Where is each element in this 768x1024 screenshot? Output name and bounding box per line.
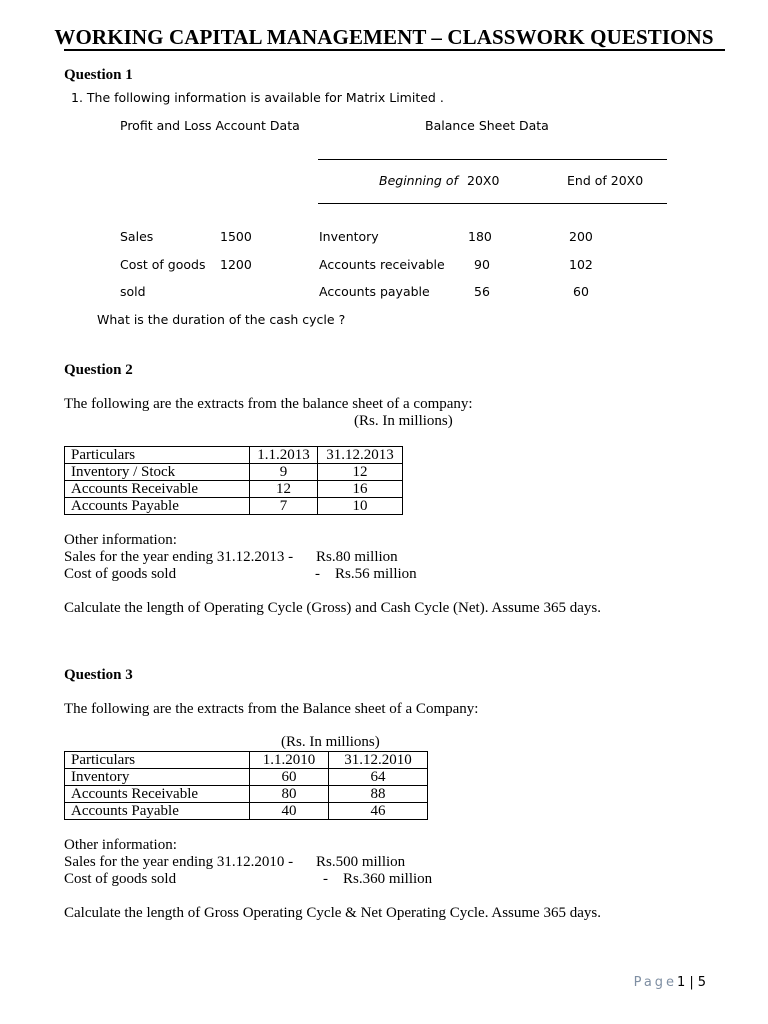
table-cell: 88 [329, 786, 428, 803]
bs-label-inventory: Inventory [319, 229, 379, 244]
table-cell: 60 [250, 769, 329, 786]
table-row [65, 481, 403, 498]
page-separator: | [689, 975, 694, 990]
bs-end-receivable: 102 [569, 257, 593, 272]
pl-label-cogs: Cost of goods [120, 257, 206, 272]
title-underline [64, 49, 725, 51]
question-3-heading: Question 3 [64, 667, 133, 683]
question-1-heading: Question 1 [64, 67, 133, 83]
bs-end-inventory: 200 [569, 229, 593, 244]
question-3-cogs-value: Rs.360 million [343, 871, 433, 887]
col-beginning-year: 20X0 [467, 173, 500, 188]
question-3-sales-label: Sales for the year ending 31.12.2010 - [64, 854, 294, 870]
question-3-task: Calculate the length of Gross Operating Cycle & Net Operating Cycle. Assume 365 days. [64, 905, 601, 921]
table-cell: Accounts Receivable [65, 481, 250, 498]
table-header-cell: 31.12.2013 [318, 447, 403, 464]
question-3-intro: The following are the extracts from the Balance sheet of a Company: [64, 701, 479, 717]
question-2-unit: (Rs. In millions) [354, 413, 453, 429]
q1-header-top-rule [318, 159, 667, 160]
table-row [65, 498, 403, 515]
col-end-label: End of 20X0 [567, 173, 644, 188]
table-cell: 46 [329, 803, 428, 820]
page-number: 1 [677, 975, 686, 990]
question-2-cogs-label: Cost of goods sold [64, 566, 177, 582]
pl-value-cogs: 1200 [220, 257, 252, 272]
table-cell: Accounts Payable [65, 803, 250, 820]
question-3-cogs-dash: - [323, 871, 328, 887]
table-cell: 10 [318, 498, 403, 515]
table-cell: Inventory / Stock [65, 464, 250, 481]
bs-begin-inventory: 180 [468, 229, 492, 244]
table-cell: Accounts Receivable [65, 786, 250, 803]
table-header-cell: 1.1.2013 [250, 447, 318, 464]
table-cell: 9 [250, 464, 318, 481]
bs-label-receivable: Accounts receivable [319, 257, 445, 272]
page-title: WORKING CAPITAL MANAGEMENT – CLASSWORK QUESTIONS [54, 25, 714, 49]
question-2-heading: Question 2 [64, 362, 133, 378]
question-2-intro: The following are the extracts from the balance sheet of a company: [64, 396, 473, 412]
pl-heading: Profit and Loss Account Data [120, 118, 300, 133]
table-cell: 12 [318, 464, 403, 481]
col-beginning-label: Beginning of [379, 173, 458, 188]
table-row [65, 464, 403, 481]
table-header-cell: Particulars [65, 752, 250, 769]
table-cell: Accounts Payable [65, 498, 250, 515]
table-cell: 64 [329, 769, 428, 786]
table-header-cell: 31.12.2010 [329, 752, 428, 769]
question-3-other-label: Other information: [64, 837, 177, 853]
question-2-sales-label: Sales for the year ending 31.12.2013 - [64, 549, 294, 565]
bs-label-payable: Accounts payable [319, 284, 430, 299]
table-row [65, 769, 428, 786]
question-3-cogs-label: Cost of goods sold [64, 871, 177, 887]
table-cell: 80 [250, 786, 329, 803]
table-header-row [65, 752, 428, 769]
question-2-other-label: Other information: [64, 532, 177, 548]
table-header-row [65, 447, 403, 464]
question-3-table [64, 751, 428, 820]
table-cell: Inventory [65, 769, 250, 786]
question-2-cogs-dash: - [315, 566, 320, 582]
table-cell: 7 [250, 498, 318, 515]
question-1-prompt: What is the duration of the cash cycle ? [97, 312, 346, 327]
table-header-cell: Particulars [65, 447, 250, 464]
question-1-intro: 1. The following information is available for Matrix Limited . [71, 90, 444, 105]
table-cell: 12 [250, 481, 318, 498]
table-row [65, 786, 428, 803]
pl-label-sold: sold [120, 284, 146, 299]
question-2-task: Calculate the length of Operating Cycle (Gross) and Cash Cycle (Net). Assume 365 days. [64, 600, 601, 616]
question-2-sales-value: Rs.80 million [316, 549, 398, 565]
bs-end-payable: 60 [573, 284, 589, 299]
table-cell: 16 [318, 481, 403, 498]
bs-heading: Balance Sheet Data [425, 118, 549, 133]
page-total: 5 [697, 975, 706, 990]
question-2-table [64, 446, 403, 515]
table-cell: 40 [250, 803, 329, 820]
table-row [65, 803, 428, 820]
page-footer [634, 975, 706, 990]
question-2-cogs-value: Rs.56 million [335, 566, 417, 582]
bs-begin-payable: 56 [474, 284, 490, 299]
pl-label-sales: Sales [120, 229, 154, 244]
bs-begin-receivable: 90 [474, 257, 490, 272]
page-word: Page [633, 975, 678, 990]
q1-header-bottom-rule [318, 203, 667, 204]
pl-value-sales: 1500 [220, 229, 252, 244]
question-3-sales-value: Rs.500 million [316, 854, 406, 870]
table-header-cell: 1.1.2010 [250, 752, 329, 769]
question-3-unit: (Rs. In millions) [281, 734, 380, 750]
